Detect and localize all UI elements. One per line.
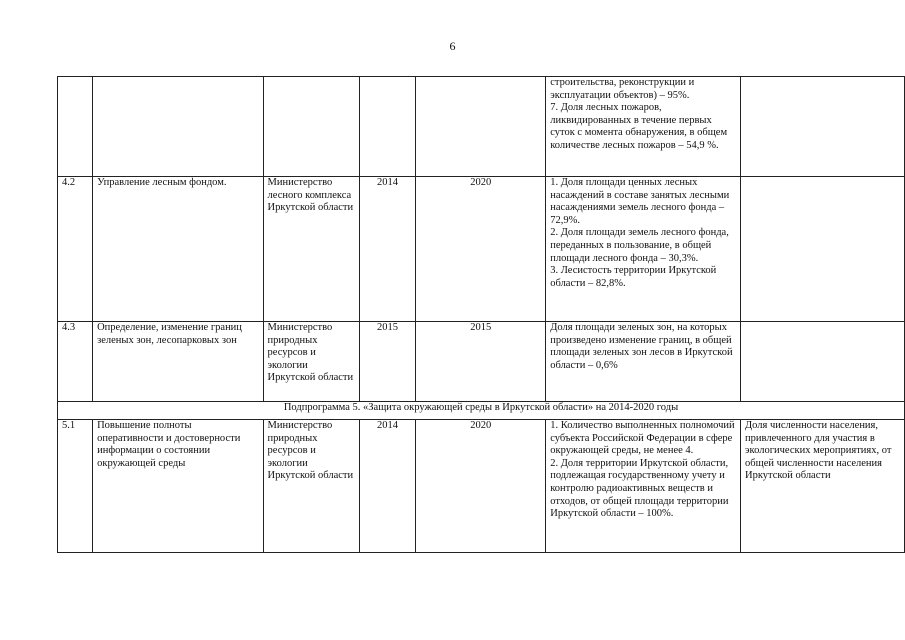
indicator-item: 1. Доля площади ценных лесных насаждений в составе занятых лесными насаждениями земель лесного фонда – 72,9%.: [550, 177, 730, 226]
result-cell: [741, 177, 905, 322]
activity-name: [93, 77, 263, 177]
start-year: 2015: [359, 322, 415, 402]
table-row: [58, 177, 905, 322]
row-number: 4.2: [58, 177, 93, 322]
indicators-cell: [546, 77, 741, 177]
end-year: [416, 77, 546, 177]
executor: Министерство лесного комплекса Иркутской области: [263, 177, 359, 322]
indicator-item: строительства, реконструкции и эксплуатации объектов) – 95%.: [550, 77, 695, 101]
program-table: [57, 76, 905, 553]
activity-name: Управление лесным фондом.: [93, 177, 263, 322]
indicators-cell: [546, 420, 741, 553]
table-row: [58, 420, 905, 553]
indicator-item: 7. Доля лесных пожаров, ликвидированных в течение первых суток с момента обнаружения, в общем количестве лесных пожаров – 54,9 %.: [550, 102, 728, 151]
row-number: 4.3: [58, 322, 93, 402]
indicator-item: 2. Доля территории Иркутской области, подлежащая государственному учету и контролю радиоактивных веществ и отходов, от общей площади территории Иркутской области – 100%.: [550, 457, 729, 520]
table-row: [58, 77, 905, 177]
end-year: 2020: [416, 420, 546, 553]
subprogram-heading-row: [58, 402, 905, 420]
result-cell: [741, 77, 905, 177]
executor: [263, 77, 359, 177]
row-number: [58, 77, 93, 177]
result-cell: Доля численности населения, привлеченного для участия в экологических мероприятиях, от общей численности населения Иркутской области: [741, 420, 905, 553]
start-year: 2014: [359, 420, 415, 553]
subprogram-title: Подпрограмма 5. «Защита окружающей среды в Иркутской области» на 2014-2020 годы: [58, 402, 905, 420]
indicator-item: 2. Доля площади земель лесного фонда, переданных в пользование, в общей площади лесного фонда – 30,3%.: [550, 227, 729, 264]
indicator-item: 1. Количество выполненных полномочий субъекта Российской Федерации в сфере окружающей среды, не менее 4.: [550, 420, 735, 457]
table-row: [58, 322, 905, 402]
start-year: [359, 77, 415, 177]
indicator-item: Доля площади зеленых зон, на которых произведено изменение границ, в общей площади зеленых зон лесов в Иркутской области – 0,6%: [550, 322, 733, 371]
row-number: 5.1: [58, 420, 93, 553]
activity-name: Повышение полноты оперативности и достоверности информации о состоянии окружающей среды: [93, 420, 263, 553]
executor: Министерство природных ресурсов и экологии Иркутской области: [263, 420, 359, 553]
start-year: 2014: [359, 177, 415, 322]
executor: Министерство природных ресурсов и экологии Иркутской области: [263, 322, 359, 402]
end-year: 2020: [416, 177, 546, 322]
result-cell: [741, 322, 905, 402]
activity-name: Определение, изменение границ зеленых зон, лесопарковых зон: [93, 322, 263, 402]
end-year: 2015: [416, 322, 546, 402]
indicators-cell: [546, 177, 741, 322]
indicators-cell: [546, 322, 741, 402]
page-number: 6: [449, 39, 456, 53]
indicator-item: 3. Лесистость территории Иркутской области – 82,8%.: [550, 265, 717, 289]
